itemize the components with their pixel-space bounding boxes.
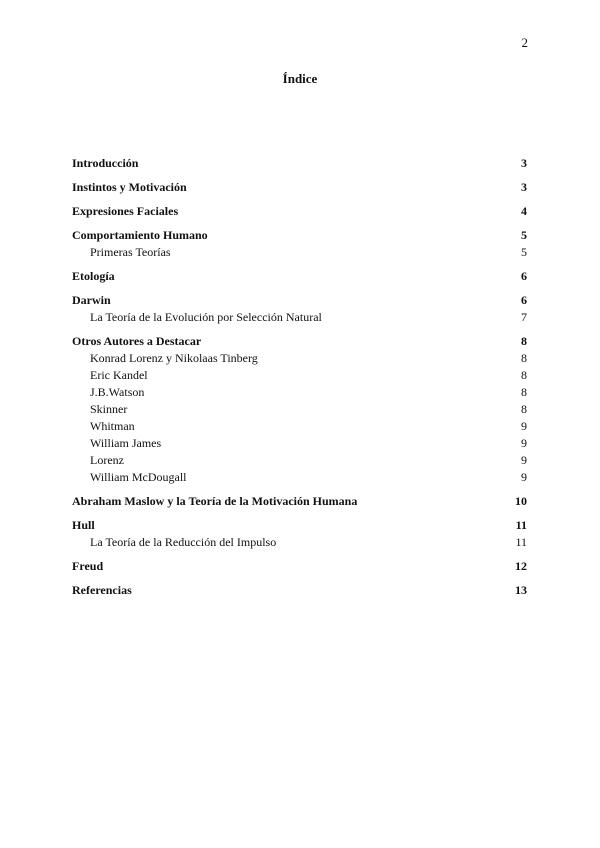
toc-entry-label: Comportamiento Humano [72, 228, 208, 242]
toc-entry[interactable] [72, 155, 527, 172]
toc-entry[interactable] [72, 517, 527, 534]
toc-entry-label: Hull [72, 518, 95, 532]
toc-entry[interactable] [72, 493, 527, 510]
toc-entry-label: Eric Kandel [90, 368, 148, 382]
toc-entry-label: La Teoría de la Reducción del Impulso [90, 535, 277, 549]
toc-subentry[interactable] [72, 452, 527, 469]
page-title: Índice [282, 71, 318, 86]
toc-entry[interactable] [72, 268, 527, 285]
toc-entry-page: 9 [521, 419, 527, 433]
toc-entry-page: 4 [521, 204, 527, 218]
toc-subentry[interactable] [72, 534, 527, 551]
toc-entry-page: 9 [521, 453, 527, 467]
toc-entry-label: Freud [72, 559, 104, 573]
toc-entry[interactable] [72, 558, 527, 575]
toc-entry[interactable] [72, 582, 527, 599]
toc-entry-page: 10 [515, 494, 527, 508]
toc-entry-page: 5 [521, 245, 527, 259]
toc-entry-label: J.B.Watson [90, 385, 145, 399]
toc-entry-page: 6 [521, 293, 527, 307]
toc-subentry[interactable] [72, 418, 527, 435]
toc-entry-page: 13 [515, 583, 527, 597]
toc-subentry[interactable] [72, 350, 527, 367]
toc-subentry[interactable] [72, 309, 527, 326]
toc-entry-page: 8 [521, 368, 527, 382]
toc-subentry[interactable] [72, 435, 527, 452]
toc-entry[interactable] [72, 203, 527, 220]
toc-entry-label: Abraham Maslow y la Teoría de la Motivación Humana [72, 494, 358, 508]
toc-entry[interactable] [72, 292, 527, 309]
toc-entry-page: 8 [521, 334, 527, 348]
toc-entry-label: Darwin [72, 293, 111, 307]
toc-entry-label: Etología [72, 269, 115, 283]
toc-entry-label: William James [90, 436, 162, 450]
toc-entry-page: 11 [515, 518, 527, 532]
toc-entry[interactable] [72, 333, 527, 350]
toc-entry-label: Introducción [72, 156, 139, 170]
toc-entry-page: 3 [521, 180, 527, 194]
toc-entry-page: 9 [521, 436, 527, 450]
toc-subentry[interactable] [72, 401, 527, 418]
toc-entry-page: 3 [521, 156, 527, 170]
toc-entry-label: Expresiones Faciales [72, 204, 179, 218]
toc-entry-label: Skinner [90, 402, 128, 416]
toc-entry-label: La Teoría de la Evolución por Selección Natural [90, 310, 322, 324]
toc-entry-page: 8 [521, 385, 527, 399]
toc-entry-page: 8 [521, 402, 527, 416]
toc-entry-label: Otros Autores a Destacar [72, 334, 202, 348]
toc-entry-label: Konrad Lorenz y Nikolaas Tinberg [90, 351, 258, 365]
toc-entry[interactable] [72, 179, 527, 196]
toc-entry-page: 11 [515, 535, 527, 549]
toc-entry[interactable] [72, 227, 527, 244]
table-of-contents [72, 155, 527, 599]
toc-subentry[interactable] [72, 469, 527, 486]
toc-entry-page: 6 [521, 269, 527, 283]
toc-subentry[interactable] [72, 367, 527, 384]
toc-entry-label: Lorenz [90, 453, 124, 467]
toc-subentry[interactable] [72, 244, 527, 261]
toc-entry-page: 9 [521, 470, 527, 484]
toc-entry-label: Referencias [72, 583, 132, 597]
toc-entry-page: 7 [521, 310, 527, 324]
toc-entry-label: Primeras Teorías [90, 245, 171, 259]
page-number: 2 [521, 35, 528, 50]
toc-subentry[interactable] [72, 384, 527, 401]
toc-entry-label: William McDougall [90, 470, 187, 484]
toc-entry-page: 8 [521, 351, 527, 365]
toc-entry-page: 12 [515, 559, 527, 573]
toc-entry-page: 5 [521, 228, 527, 242]
toc-entry-label: Whitman [90, 419, 135, 433]
toc-entry-label: Instintos y Motivación [72, 180, 187, 194]
